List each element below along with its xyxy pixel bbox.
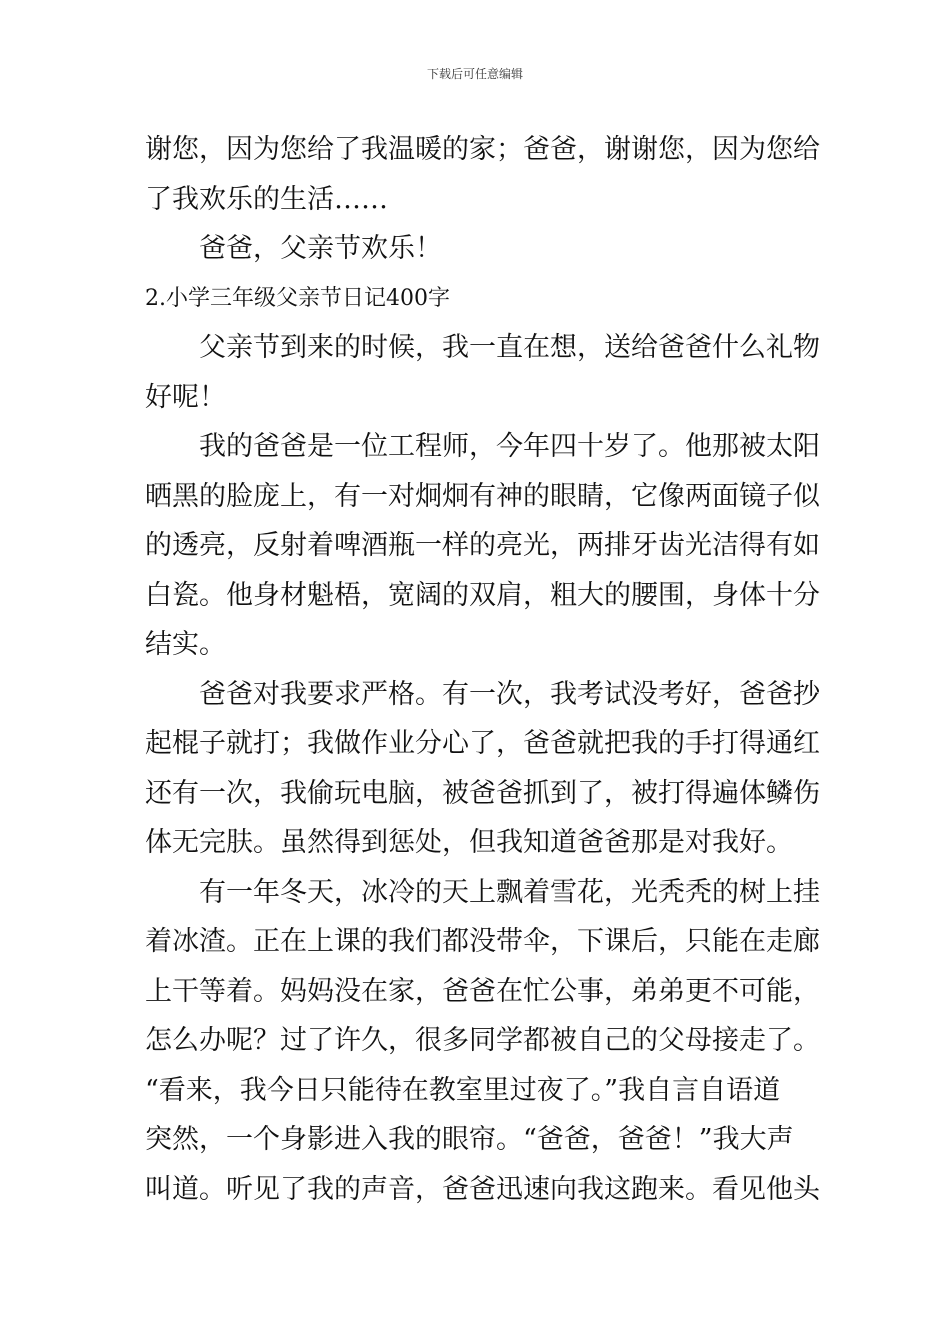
line-text: 叫道。听见了我的声音，爸爸迅速向我这跑来。看见他头 bbox=[145, 1173, 820, 1205]
text-line bbox=[145, 719, 820, 769]
text-line bbox=[145, 224, 809, 274]
line-text: 体无完肤。虽然得到惩处，但我知道爸爸那是对我好。 bbox=[145, 827, 793, 858]
page-header: 下载后可任意编辑 bbox=[426, 67, 523, 81]
line-text: 了我欢乐的生活…… bbox=[145, 183, 388, 215]
text-line bbox=[145, 472, 820, 522]
text-line bbox=[145, 125, 820, 175]
text-line bbox=[145, 175, 809, 225]
line-text: 结实。 bbox=[145, 629, 226, 660]
text-line bbox=[145, 917, 820, 967]
text-line bbox=[145, 1115, 809, 1165]
text-line bbox=[145, 868, 820, 918]
line-text: 晒黑的脸庞上，有一对炯炯有神的眼睛，它像两面镜子似 bbox=[145, 480, 820, 512]
text-line bbox=[145, 323, 820, 373]
text-line bbox=[145, 818, 809, 868]
line-text: 谢您，因为您给了我温暖的家；爸爸，谢谢您，因为您给 bbox=[145, 134, 820, 165]
text-line bbox=[145, 422, 820, 472]
line-text: 的透亮，反射着啤酒瓶一样的亮光，两排牙齿光洁得有如 bbox=[145, 530, 820, 561]
line-text: 怎么办呢？过了许久，很多同学都被自己的父母接走了。 bbox=[145, 1025, 820, 1056]
text-line bbox=[145, 670, 820, 720]
line-text: 好呢！ bbox=[145, 381, 226, 413]
line-text: 父亲节到来的时候，我一直在想，送给爸爸什么礼物 bbox=[199, 332, 820, 363]
text-line bbox=[145, 571, 820, 621]
text-line bbox=[145, 1066, 809, 1116]
line-text: 突然，一个身影进入我的眼帘。“爸爸，爸爸！”我大声 bbox=[145, 1124, 794, 1155]
text-line bbox=[145, 620, 809, 670]
line-text: 白瓷。他身材魁梧，宽阔的双肩，粗大的腰围，身体十分 bbox=[145, 579, 820, 611]
line-text: 我的爸爸是一位工程师，今年四十岁了。他那被太阳 bbox=[199, 431, 820, 462]
line-text: 着冰渣。正在上课的我们都没带伞，下课后，只能在走廊 bbox=[145, 926, 820, 957]
line-text: 爸爸，父亲节欢乐！ bbox=[199, 233, 442, 264]
line-text: 起棍子就打；我做作业分心了，爸爸就把我的手打得通红 bbox=[145, 728, 820, 759]
document-body bbox=[145, 125, 820, 1214]
line-text: 爸爸对我要求严格。有一次，我考试没考好，爸爸抄 bbox=[199, 678, 820, 710]
line-text: 还有一次，我偷玩电脑，被爸爸抓到了，被打得遍体鳞伤 bbox=[145, 777, 820, 809]
text-line bbox=[145, 769, 820, 819]
text-line bbox=[145, 521, 820, 571]
text-line bbox=[145, 373, 809, 423]
line-text: 2.小学三年级父亲节日记400字 bbox=[145, 285, 450, 311]
line-text: 上干等着。妈妈没在家，爸爸在忙公事，弟弟更不可能， bbox=[145, 975, 820, 1007]
line-text: 有一年冬天，冰冷的天上飘着雪花，光秃秃的树上挂 bbox=[199, 876, 820, 908]
text-line bbox=[145, 967, 820, 1017]
text-line bbox=[145, 1016, 820, 1066]
line-text: “看来，我今日只能待在教室里过夜了。”我自言自语道 bbox=[145, 1074, 781, 1106]
text-line bbox=[145, 1165, 820, 1215]
section-heading bbox=[145, 274, 809, 324]
